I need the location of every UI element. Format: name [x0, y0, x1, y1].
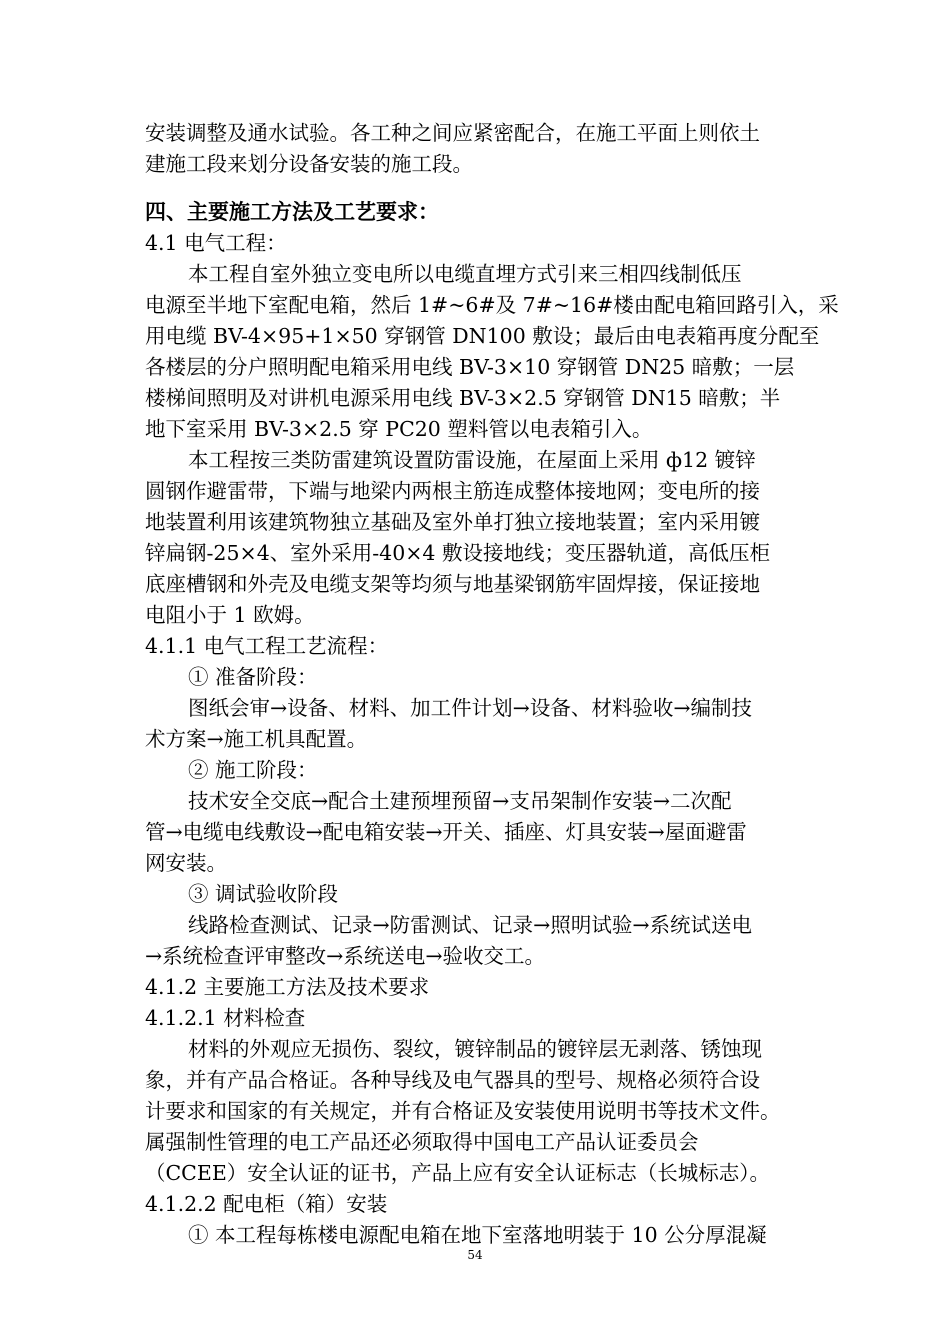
text-line: →系统检查评审整改→系统送电→验收交工。 — [145, 944, 546, 968]
text-line: 术方案→施工机具配置。 — [145, 727, 368, 751]
text-line: 地下室采用 BV-3×2.5 穿 PC20 塑料管以电表箱引入。 — [145, 417, 653, 441]
text-line: 线路检查测试、记录→防雷测试、记录→照明试验→系统试送电 — [188, 913, 753, 937]
text-line: 管→电缆电线敷设→配电箱安装→开关、插座、灯具安装→屋面避雷 — [145, 820, 747, 844]
text-line: 各楼层的分户照明配电箱采用电线 BV-3×10 穿钢管 DN25 暗敷；一层 — [145, 355, 795, 379]
text-line: 网安装。 — [145, 851, 227, 875]
text-line: 底座槽钢和外壳及电缆支架等均须与地基梁钢筋牢固焊接，保证接地 — [145, 572, 760, 596]
page-number: 54 — [467, 1248, 483, 1262]
subsection-title: 4.1 电气工程： — [145, 231, 287, 255]
document-page — [145, 118, 839, 1251]
text-line: 用电缆 BV-4×95+1×50 穿钢管 DN100 敷设；最后由电表箱再度分配至 — [145, 324, 820, 348]
text-line: 技术安全交底→配合土建预埋预留→支吊架制作安装→二次配 — [188, 789, 732, 813]
subsection-title: 4.1.2.2 配电柜（箱）安装 — [145, 1192, 388, 1216]
text-line: 锌扁钢-25×4、室外采用-40×4 敷设接地线；变压器轨道，高低压柜 — [145, 541, 770, 565]
subsection-title: 4.1.2 主要施工方法及技术要求 — [145, 975, 430, 999]
list-item: ① 准备阶段： — [188, 665, 318, 689]
list-item: ② 施工阶段： — [188, 758, 318, 782]
text-line: 本工程按三类防雷建筑设置防雷设施，在屋面上采用 ф12 镀锌 — [188, 448, 756, 472]
text-line: 建施工段来划分设备安装的施工段。 — [145, 152, 473, 176]
subsection-title: 4.1.1 电气工程工艺流程： — [145, 634, 389, 658]
section-heading: 四、主要施工方法及工艺要求： — [145, 200, 439, 224]
text-line: 安装调整及通水试验。各工种之间应紧密配合，在施工平面上则依土 — [145, 121, 760, 145]
text-line: 楼梯间照明及对讲机电源采用电线 BV-3×2.5 穿钢管 DN15 暗敷；半 — [145, 386, 781, 410]
list-item: ③ 调试验收阶段 — [188, 882, 339, 906]
text-line: 电源至半地下室配电箱，然后 1#~6#及 7#~16#楼由配电箱回路引入，采 — [145, 293, 839, 317]
text-line: 圆钢作避雷带，下端与地梁内两根主筋连成整体接地网；变电所的接 — [145, 479, 760, 503]
subsection-title: 4.1.2.1 材料检查 — [145, 1006, 306, 1030]
text-line: 地装置利用该建筑物独立基础及室外单打独立接地装置；室内采用镀 — [145, 510, 760, 534]
text-line: 计要求和国家的有关规定，并有合格证及安装使用说明书等技术文件。 — [145, 1099, 781, 1123]
text-line: 图纸会审→设备、材料、加工件计划→设备、材料验收→编制技 — [188, 696, 753, 720]
list-item: ① 本工程每栋楼电源配电箱在地下室落地明装于 10 公分厚混凝 — [188, 1223, 767, 1247]
text-line: 材料的外观应无损伤、裂纹，镀锌制品的镀锌层无剥落、锈蚀现 — [188, 1037, 762, 1061]
text-line: 本工程自室外独立变电所以电缆直埋方式引来三相四线制低压 — [188, 262, 742, 286]
text-line: 象，并有产品合格证。各种导线及电气器具的型号、规格必须符合设 — [145, 1068, 760, 1092]
text-line: （CCEE）安全认证的证书，产品上应有安全认证标志（长城标志）。 — [145, 1161, 771, 1185]
text-line: 电阻小于 1 欧姆。 — [145, 603, 315, 627]
text-line: 属强制性管理的电工产品还必须取得中国电工产品认证委员会 — [145, 1130, 699, 1154]
